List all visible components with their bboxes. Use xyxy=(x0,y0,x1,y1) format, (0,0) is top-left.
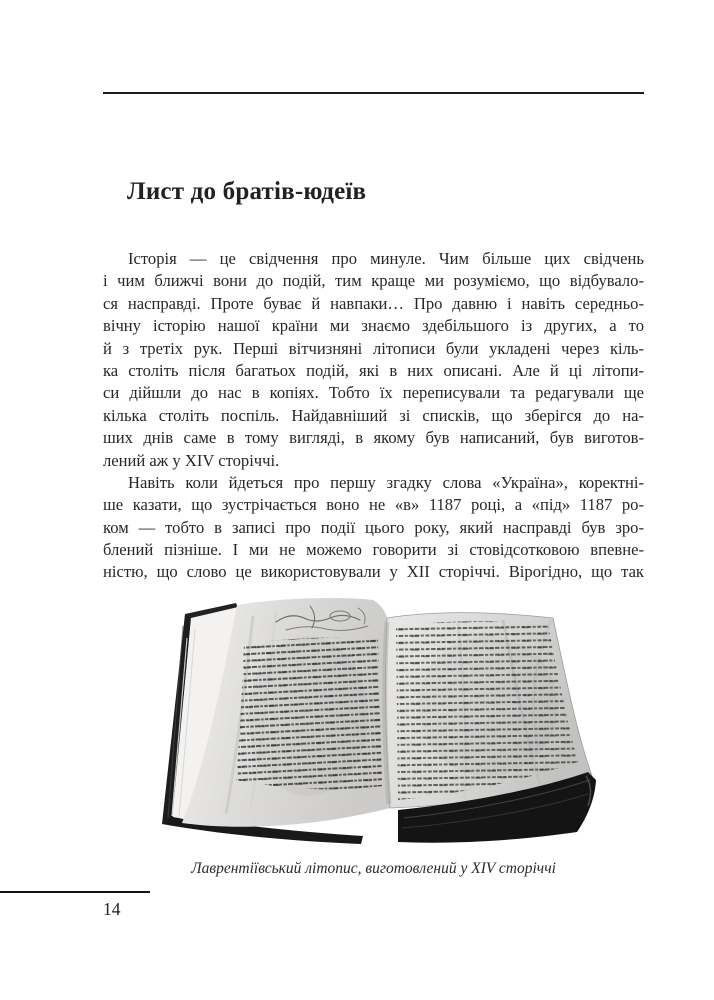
body-line: вічну історію нашої країни ми знаємо здебільшого із других, а то xyxy=(103,316,644,336)
body-line: ністю, що слово це використовували у XII сторіччі. Вірогідно, що так xyxy=(103,562,644,582)
body-line: си дійшли до нас в копіях. Тобто їх переписували та редагували ще xyxy=(103,383,644,403)
body-line: ка століть після багатьох подій, які в них описані. Але й ці літопи- xyxy=(103,360,644,380)
header-rule xyxy=(103,92,644,94)
body-line: ком — тобто в записі про події цього року, який насправді був зро- xyxy=(103,517,644,537)
body-line: і чим ближчі вони до подій, тим краще ми розуміємо, що відбувало- xyxy=(103,271,644,291)
body-line: й з третіх рук. Перші вітчизняні літописи були укладені через кіль- xyxy=(103,338,644,358)
manuscript-text-left xyxy=(236,637,382,789)
manuscript-figure xyxy=(158,596,620,848)
chapter-title: Лист до братів-юдеїв xyxy=(127,177,367,205)
body-line: лений аж у XIV сторіччі. xyxy=(103,450,280,470)
body-line: ше казати, що зустрічається воно не «в» 1187 році, а «під» 1187 ро- xyxy=(103,495,644,515)
body-line: Навіть коли йдеться про першу згадку слова «Україна», коректні- xyxy=(128,472,644,492)
footer-rule xyxy=(0,891,150,893)
body-line: ся насправді. Проте буває й навпаки… Про давню і навіть середньо- xyxy=(103,293,644,313)
manuscript-photo xyxy=(158,596,620,848)
body-paragraph xyxy=(103,248,644,472)
body-line: кілька століть поспіль. Найдавніший зі списків, що зберігся до на- xyxy=(103,405,644,425)
body-line: ших днів саме в тому вигляді, в якому був написаний, був виготов- xyxy=(103,428,644,448)
body-paragraph xyxy=(103,472,644,584)
body-line: блений пізніше. І ми не можемо говорити зі стовідсотковою впевне- xyxy=(103,540,644,560)
page-number: 14 xyxy=(103,899,121,919)
figure-caption: Лаврентіївський літопис, виготовлений у XIV сторіччі xyxy=(191,860,556,877)
body-text xyxy=(103,248,644,584)
body-line: Історія — це свідчення про минуле. Чим більше цих свідчень xyxy=(128,249,644,268)
